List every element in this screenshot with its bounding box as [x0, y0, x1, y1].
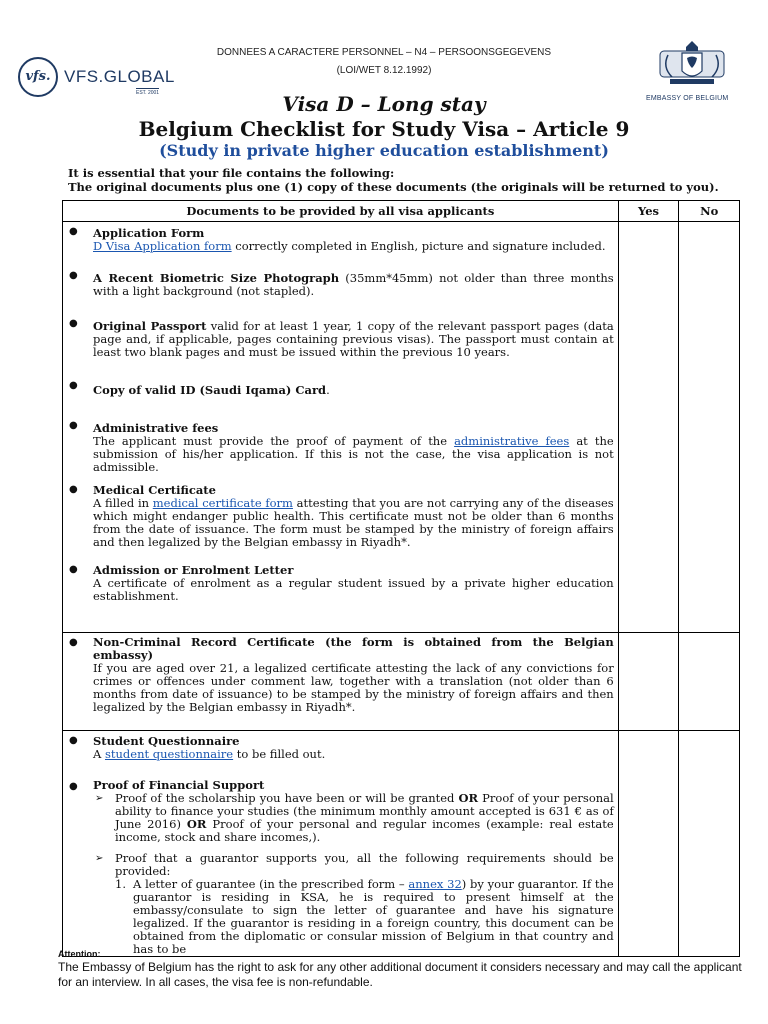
bullet-icon: ● — [69, 380, 78, 391]
checklist-table — [62, 200, 740, 957]
bullet-icon: ● — [69, 564, 78, 575]
page-subtitle-2: (Study in private higher education establishment) — [159, 141, 609, 160]
header-documents: Documents to be provided by all visa applicants — [63, 201, 619, 222]
header-yes: Yes — [618, 201, 679, 222]
item-financial-support: ● Proof of Financial Support ➢ Proof of the scholarship you have been or will be granted OR Proof of your personal ability to finance your studies (the minimum monthly amount accepted is 631 € as of June 2016) OR Proof of your personal and regular incomes (example: real estate income, stock and share incomes,). ➢ Proof that a guarantor supports you, all the following requirements should be provided: 1. A letter of guarantee (in the prescribed form – annex 32) by your guarantor. If the guarantor is residing in KSA, he is required to present himself at the embassy/consulate to sign the letter of guarantee and have his signature legalized. If the guarantor is residing in a foreign country, this document can be obtained from the diplomatic or consular mission of Belgium in that country and has to be — [69, 778, 614, 956]
no-checkbox-cell[interactable] — [679, 731, 740, 957]
item-non-criminal-record: ● Non-Criminal Record Certificate (the form is obtained from the Belgian embassy) If you are aged over 21, a legalized certificate attesting the lack of any convictions for crimes or offences under comment law, together with a translation (not older than 6 months from date of issuance) to be stamped by the ministry of foreign affairs and then legalized by the Belgian embassy in Riyadh*. — [69, 635, 614, 714]
no-checkbox-cell[interactable] — [679, 633, 740, 731]
embassy-logo-caption: EMBASSY OF BELGIUM — [646, 95, 729, 102]
bullet-icon: ● — [69, 484, 78, 495]
vfs-mark-icon: vfs. — [18, 57, 58, 97]
page-title: Visa D – Long stay — [282, 92, 486, 116]
arrow-bullet-icon: ➢ — [95, 793, 104, 804]
intro-line-2: The original documents plus one (1) copy of these documents (the originals will be returned to you). — [68, 180, 719, 194]
item-administrative-fees: ● Administrative fees The applicant must provide the proof of payment of the administrative fees at the submission of his/her application. If this is not the case, the visa application is not admissible. — [69, 420, 614, 474]
bullet-icon: ● — [69, 270, 78, 281]
table-header-row — [63, 201, 740, 222]
item-student-questionnaire: ● Student Questionnaire A student questionnaire to be filled out. — [69, 734, 326, 761]
documents-cell — [63, 633, 619, 731]
header-no: No — [679, 201, 740, 222]
administrative-fees-link[interactable]: administrative fees — [454, 434, 570, 448]
documents-cell — [63, 222, 619, 633]
no-checkbox-cell[interactable] — [679, 222, 740, 633]
item-passport: ● Original Passport valid for at least 1 year, 1 copy of the relevant passport pages (data page and, if applicable, pages containing previous visas). The passport must contain at least two blank pages and must be issued within the previous 10 years. — [69, 318, 614, 359]
header-line-2: (LOI/WET 8.12.1992) — [336, 65, 432, 76]
vfs-logo-name: VFS.GLOBAL — [64, 67, 175, 86]
table-row — [63, 731, 740, 957]
financial-option-scholarship: ➢ Proof of the scholarship you have been or will be granted OR Proof of your personal ability to finance your studies (the minimum monthly amount accepted is 631 € as of June 2016) OR Proof of your personal and regular incomes (example: real estate income, stock and share incomes,). — [95, 791, 614, 844]
yes-checkbox-cell[interactable] — [618, 633, 679, 731]
item-admission-letter: ● Admission or Enrolment Letter A certificate of enrolment as a regular student issued by a private higher education establishment. — [69, 563, 614, 603]
item-medical-certificate: ● Medical Certificate A filled in medical certificate form attesting that you are not carrying any of the diseases which might endanger public health. This certificate must not be older than 6 months from the date of issuance. The form must be stamped by the ministry of foreign affairs and then legalized by the Belgian embassy in Riyadh*. — [69, 483, 614, 549]
item-photograph: ● A Recent Biometric Size Photograph (35mm*45mm) not older than three months with a light background (not stapled). — [69, 270, 614, 298]
student-questionnaire-link[interactable]: student questionnaire — [104, 747, 234, 761]
bullet-icon: ● — [69, 781, 78, 792]
attention-text: The Embassy of Belgium has the right to ask for any other additional document it considers necessary and may call the applicant for an interview. In all cases, the visa fee is non-refundable. — [58, 960, 742, 989]
bullet-icon: ● — [69, 420, 78, 431]
item-head: Application Form — [93, 226, 205, 240]
item-iqama: ● Copy of valid ID (Saudi Iqama) Card. — [69, 380, 330, 397]
documents-cell — [63, 731, 619, 957]
table-row — [63, 633, 740, 731]
yes-checkbox-cell[interactable] — [618, 222, 679, 633]
annex-32-link[interactable]: annex 32 — [408, 877, 462, 891]
bullet-icon: ● — [69, 226, 78, 237]
bullet-icon: ● — [69, 735, 78, 746]
attention-label: Attention: — [58, 949, 101, 959]
vfs-logo-est: EST. 2001 — [136, 90, 160, 96]
bullet-icon: ● — [69, 637, 78, 648]
belgian-coat-of-arms-icon — [656, 37, 728, 95]
medical-certificate-form-link[interactable]: medical certificate form — [152, 496, 293, 510]
financial-option-guarantor: ➢ Proof that a guarantor supports you, all the following requirements should be provided: — [95, 851, 614, 878]
item-application-form: ● Application Form D Visa Application form correctly completed in English, picture and signature included. — [63, 222, 618, 266]
intro-line-1: It is essential that your file contains the following: — [68, 166, 395, 180]
yes-checkbox-cell[interactable] — [618, 731, 679, 957]
bullet-icon: ● — [69, 318, 78, 329]
guarantor-requirement-1: 1. A letter of guarantee (in the prescribed form – annex 32) by your guarantor. If the guarantor is residing in KSA, he is required to present himself at the embassy/consulate to sign the letter of guarantee and have his signature legalized. If the guarantor is residing in a foreign country, this document can be obtained from the diplomatic or consular mission of Belgium in that country and has to be — [115, 877, 614, 956]
arrow-bullet-icon: ➢ — [95, 853, 104, 864]
page-subtitle: Belgium Checklist for Study Visa – Article 9 — [138, 117, 630, 141]
d-visa-application-form-link[interactable]: D Visa Application form — [93, 239, 232, 253]
table-row — [63, 222, 740, 633]
header-line-1: DONNEES A CARACTERE PERSONNEL – N4 – PERSOONSGEGEVENS — [216, 47, 552, 58]
